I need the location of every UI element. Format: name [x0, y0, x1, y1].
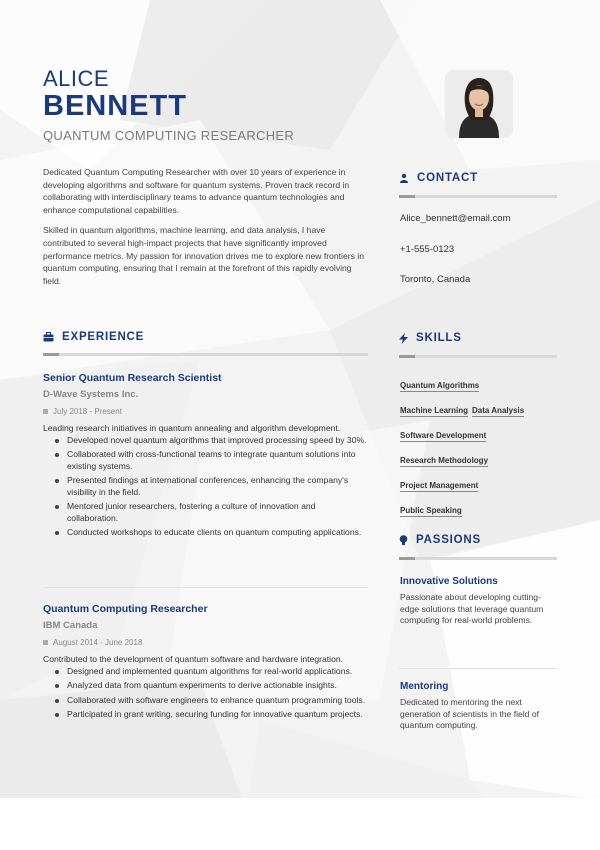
skills-list — [400, 375, 560, 525]
contact-phone[interactable]: +1-555-0123 — [400, 244, 455, 255]
job-bullet: Conducted workshops to educate clients on quantum computing applications. — [67, 527, 368, 539]
job-bullet: Collaborated with software engineers to enhance quantum programming tools. — [67, 695, 368, 707]
passion-item — [400, 681, 560, 732]
job-bullet: Presented findings at international conferences, enhancing the company's visibility in the field. — [67, 475, 368, 498]
job-dates — [43, 407, 368, 416]
person-icon — [399, 173, 409, 183]
experience-divider — [43, 353, 368, 356]
briefcase-icon — [43, 332, 54, 342]
profile-photo — [445, 70, 513, 138]
contact-heading — [399, 172, 478, 184]
skill-tag: Software Development — [400, 431, 487, 440]
job-bullets — [43, 435, 368, 539]
passions-heading-label: PASSIONS — [416, 534, 481, 546]
job-title: Senior Quantum Research Scientist — [43, 372, 222, 384]
job-bullet: Mentored junior researchers, fostering a culture of innovation and collaboration. — [67, 501, 368, 524]
job-bullet: Analyzed data from quantum experiments to derive actionable insights. — [67, 680, 368, 692]
passion-text: Passionate about developing cutting-edge solutions that leverage quantum computing for real-world problems. — [400, 592, 544, 626]
job-bullet: Developed novel quantum algorithms that improved processing speed by 30%. — [67, 434, 367, 445]
job-dates — [43, 638, 368, 647]
job-entry — [43, 372, 368, 542]
summary-paragraph: Skilled in quantum algorithms, machine learning, and data analysis, I have contributed to several high-impact projects that have significantly improved performance metrics. My passion for innovation drives me to explore new frontiers in quantum computing, ensuring that I remain at the forefront of this rapidly evolving field. — [43, 225, 364, 286]
job-bullets — [43, 666, 368, 721]
job-dates-text: August 2014 - June 2018 — [53, 638, 143, 647]
skill-tag: Project Management — [400, 481, 479, 490]
job-company: IBM Canada — [43, 620, 98, 631]
skills-heading — [399, 332, 462, 344]
calendar-icon — [43, 640, 48, 645]
job-entry — [43, 603, 368, 724]
skill-tag: Public Speaking — [400, 506, 462, 515]
job-title: QUANTUM COMPUTING RESEARCHER — [43, 128, 295, 143]
calendar-icon — [43, 409, 48, 414]
summary — [43, 166, 368, 295]
contact-location: Toronto, Canada — [400, 274, 471, 285]
job-separator — [43, 587, 368, 588]
summary-paragraph: Dedicated Quantum Computing Researcher with over 10 years of experience in developing algorithms and software for quantum systems. Proven track record in collaborating with interdisciplinary teams to advance quantum technologies and enhance computational capabilities. — [43, 167, 350, 215]
job-description: Leading research initiatives in quantum annealing and algorithm development. — [43, 423, 341, 433]
passion-item — [400, 576, 560, 627]
last-name: BENNETT — [43, 90, 187, 122]
job-title: Quantum Computing Researcher — [43, 603, 208, 615]
passion-title: Mentoring — [400, 681, 449, 692]
skills-divider — [399, 355, 557, 358]
contact-divider — [399, 195, 557, 198]
skill-tag: Research Methodology — [400, 456, 489, 465]
passion-separator — [399, 668, 557, 669]
passion-text: Dedicated to mentoring the next generation of scientists in the field of quantum computing. — [400, 697, 540, 731]
job-bullet: Participated in grant writing, securing funding for innovative quantum projects. — [67, 709, 368, 721]
job-company: D-Wave Systems Inc. — [43, 389, 139, 400]
job-bullet: Collaborated with cross-functional teams to integrate quantum solutions into existing systems. — [67, 449, 368, 472]
portrait-icon — [445, 70, 513, 138]
skill-tag: Machine Learning — [400, 406, 469, 415]
passions-heading — [399, 534, 481, 546]
first-name: ALICE — [43, 66, 110, 91]
job-description: Contributed to the development of quantum software and hardware integration. — [43, 654, 344, 664]
job-bullet: Designed and implemented quantum algorithms for real-world applications. — [67, 666, 368, 678]
skill-tag: Quantum Algorithms — [400, 381, 480, 390]
passions-divider — [399, 557, 557, 560]
experience-heading — [43, 331, 144, 343]
skills-heading-label: SKILLS — [416, 332, 462, 344]
passion-title: Innovative Solutions — [400, 576, 498, 587]
job-dates-text: July 2018 - Present — [53, 407, 122, 416]
experience-heading-label: EXPERIENCE — [62, 331, 145, 343]
skill-tag: Data Analysis — [472, 406, 525, 415]
bolt-icon — [399, 333, 408, 344]
contact-email[interactable]: Alice_bennett@email.com — [400, 213, 511, 224]
lightbulb-icon — [399, 535, 408, 546]
contact-heading-label: CONTACT — [417, 172, 478, 184]
